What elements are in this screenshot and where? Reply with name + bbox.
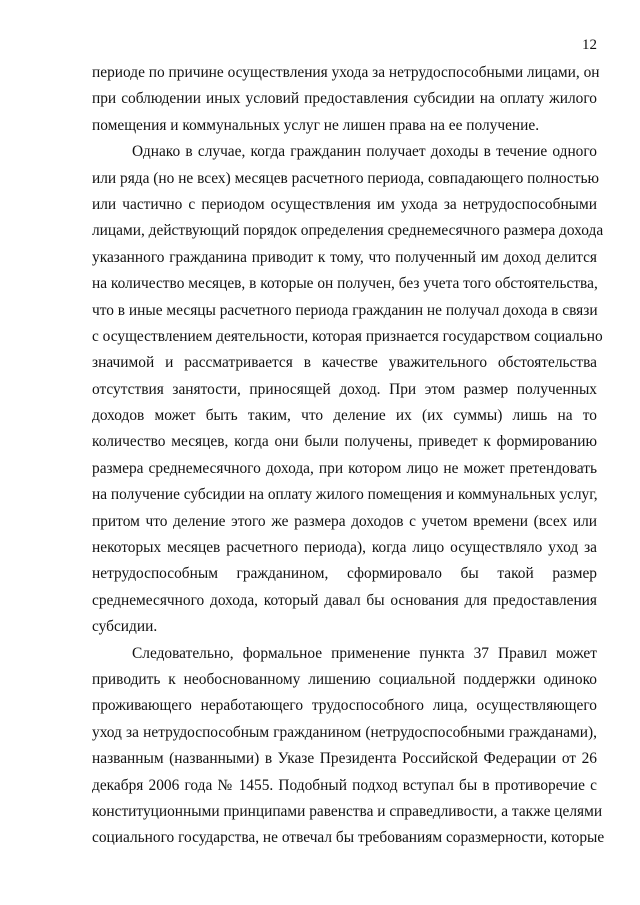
text-line: проживающего неработающего трудоспособного лица, осуществляющего xyxy=(92,697,597,715)
text-line: социального государства, не отвечал бы требованиям соразмерности, которые xyxy=(92,829,605,847)
text-line: среднемесячного дохода, который давал бы основания для предоставления xyxy=(92,591,597,609)
text-line: периоде по причине осуществления ухода за нетрудоспособными лицами, он xyxy=(92,64,600,81)
text-line: отсутствия занятости, приносящей доход. При этом размер полученных xyxy=(92,380,597,398)
text-line: уход за нетрудоспособным гражданином (нетрудоспособными гражданами), xyxy=(92,723,597,741)
text-line: на получение субсидии на оплату жилого помещения и коммунальных услуг, xyxy=(92,486,598,504)
paragraph xyxy=(92,641,605,852)
text-line: Следовательно, формальное применение пункта 37 Правил может xyxy=(132,644,597,662)
text-line: субсидии. xyxy=(92,618,158,636)
text-line: Однако в случае, когда гражданин получает доходы в течение одного xyxy=(132,143,597,161)
paragraph xyxy=(92,60,600,139)
text-line: или частично с периодом осуществления им ухода за нетрудоспособными xyxy=(92,195,597,213)
paragraph xyxy=(92,139,604,640)
text-line: или ряда (но не всех) месяцев расчетного периода, совпадающего полностью xyxy=(92,169,599,187)
text-line: что в иные месяцы расчетного периода гражданин не получал дохода в связи xyxy=(92,301,598,319)
text-line: количество месяцев, когда они были получены, приведет к формированию xyxy=(92,433,597,451)
text-line: лицами, действующий порядок определения среднемесячного размера дохода xyxy=(92,222,604,240)
text-line: названным (названными) в Указе Президента Российской Федерации от 26 xyxy=(92,750,597,768)
page-number: 12 xyxy=(582,37,597,53)
text-line: доходов может быть таким, что деление их (их суммы) лишь на то xyxy=(92,407,597,425)
text-line: значимой и рассматривается в качестве уважительного обстоятельства xyxy=(92,354,597,372)
text-line: на количество месяцев, в которые он получен, без учета того обстоятельства, xyxy=(92,275,598,293)
text-line: указанного гражданина приводит к тому, что полученный им доход делится xyxy=(92,248,597,266)
text-line: при соблюдении иных условий предоставления субсидии на оплату жилого xyxy=(92,90,597,108)
text-line: конституционными принципами равенства и справедливости, а также целями xyxy=(92,802,603,820)
text-line: некоторых месяцев расчетного периода), когда лицо осуществляло уход за xyxy=(92,539,597,557)
document-body xyxy=(92,60,605,852)
text-line: приводить к необоснованному лишению социальной поддержки одиноко xyxy=(92,670,597,688)
text-line: нетрудоспособным гражданином, сформировало бы такой размер xyxy=(92,565,597,583)
text-line: с осуществлением деятельности, которая признается государством социально xyxy=(92,327,603,345)
text-line: размера среднемесячного дохода, при котором лицо не может претендовать xyxy=(92,459,597,477)
text-line: притом что деление этого же размера доходов с учетом времени (всех или xyxy=(92,512,597,530)
text-line: помещения и коммунальных услуг не лишен права на ее получение. xyxy=(92,116,540,134)
text-line: декабря 2006 года № 1455. Подобный подход вступал бы в противоречие с xyxy=(92,776,597,794)
